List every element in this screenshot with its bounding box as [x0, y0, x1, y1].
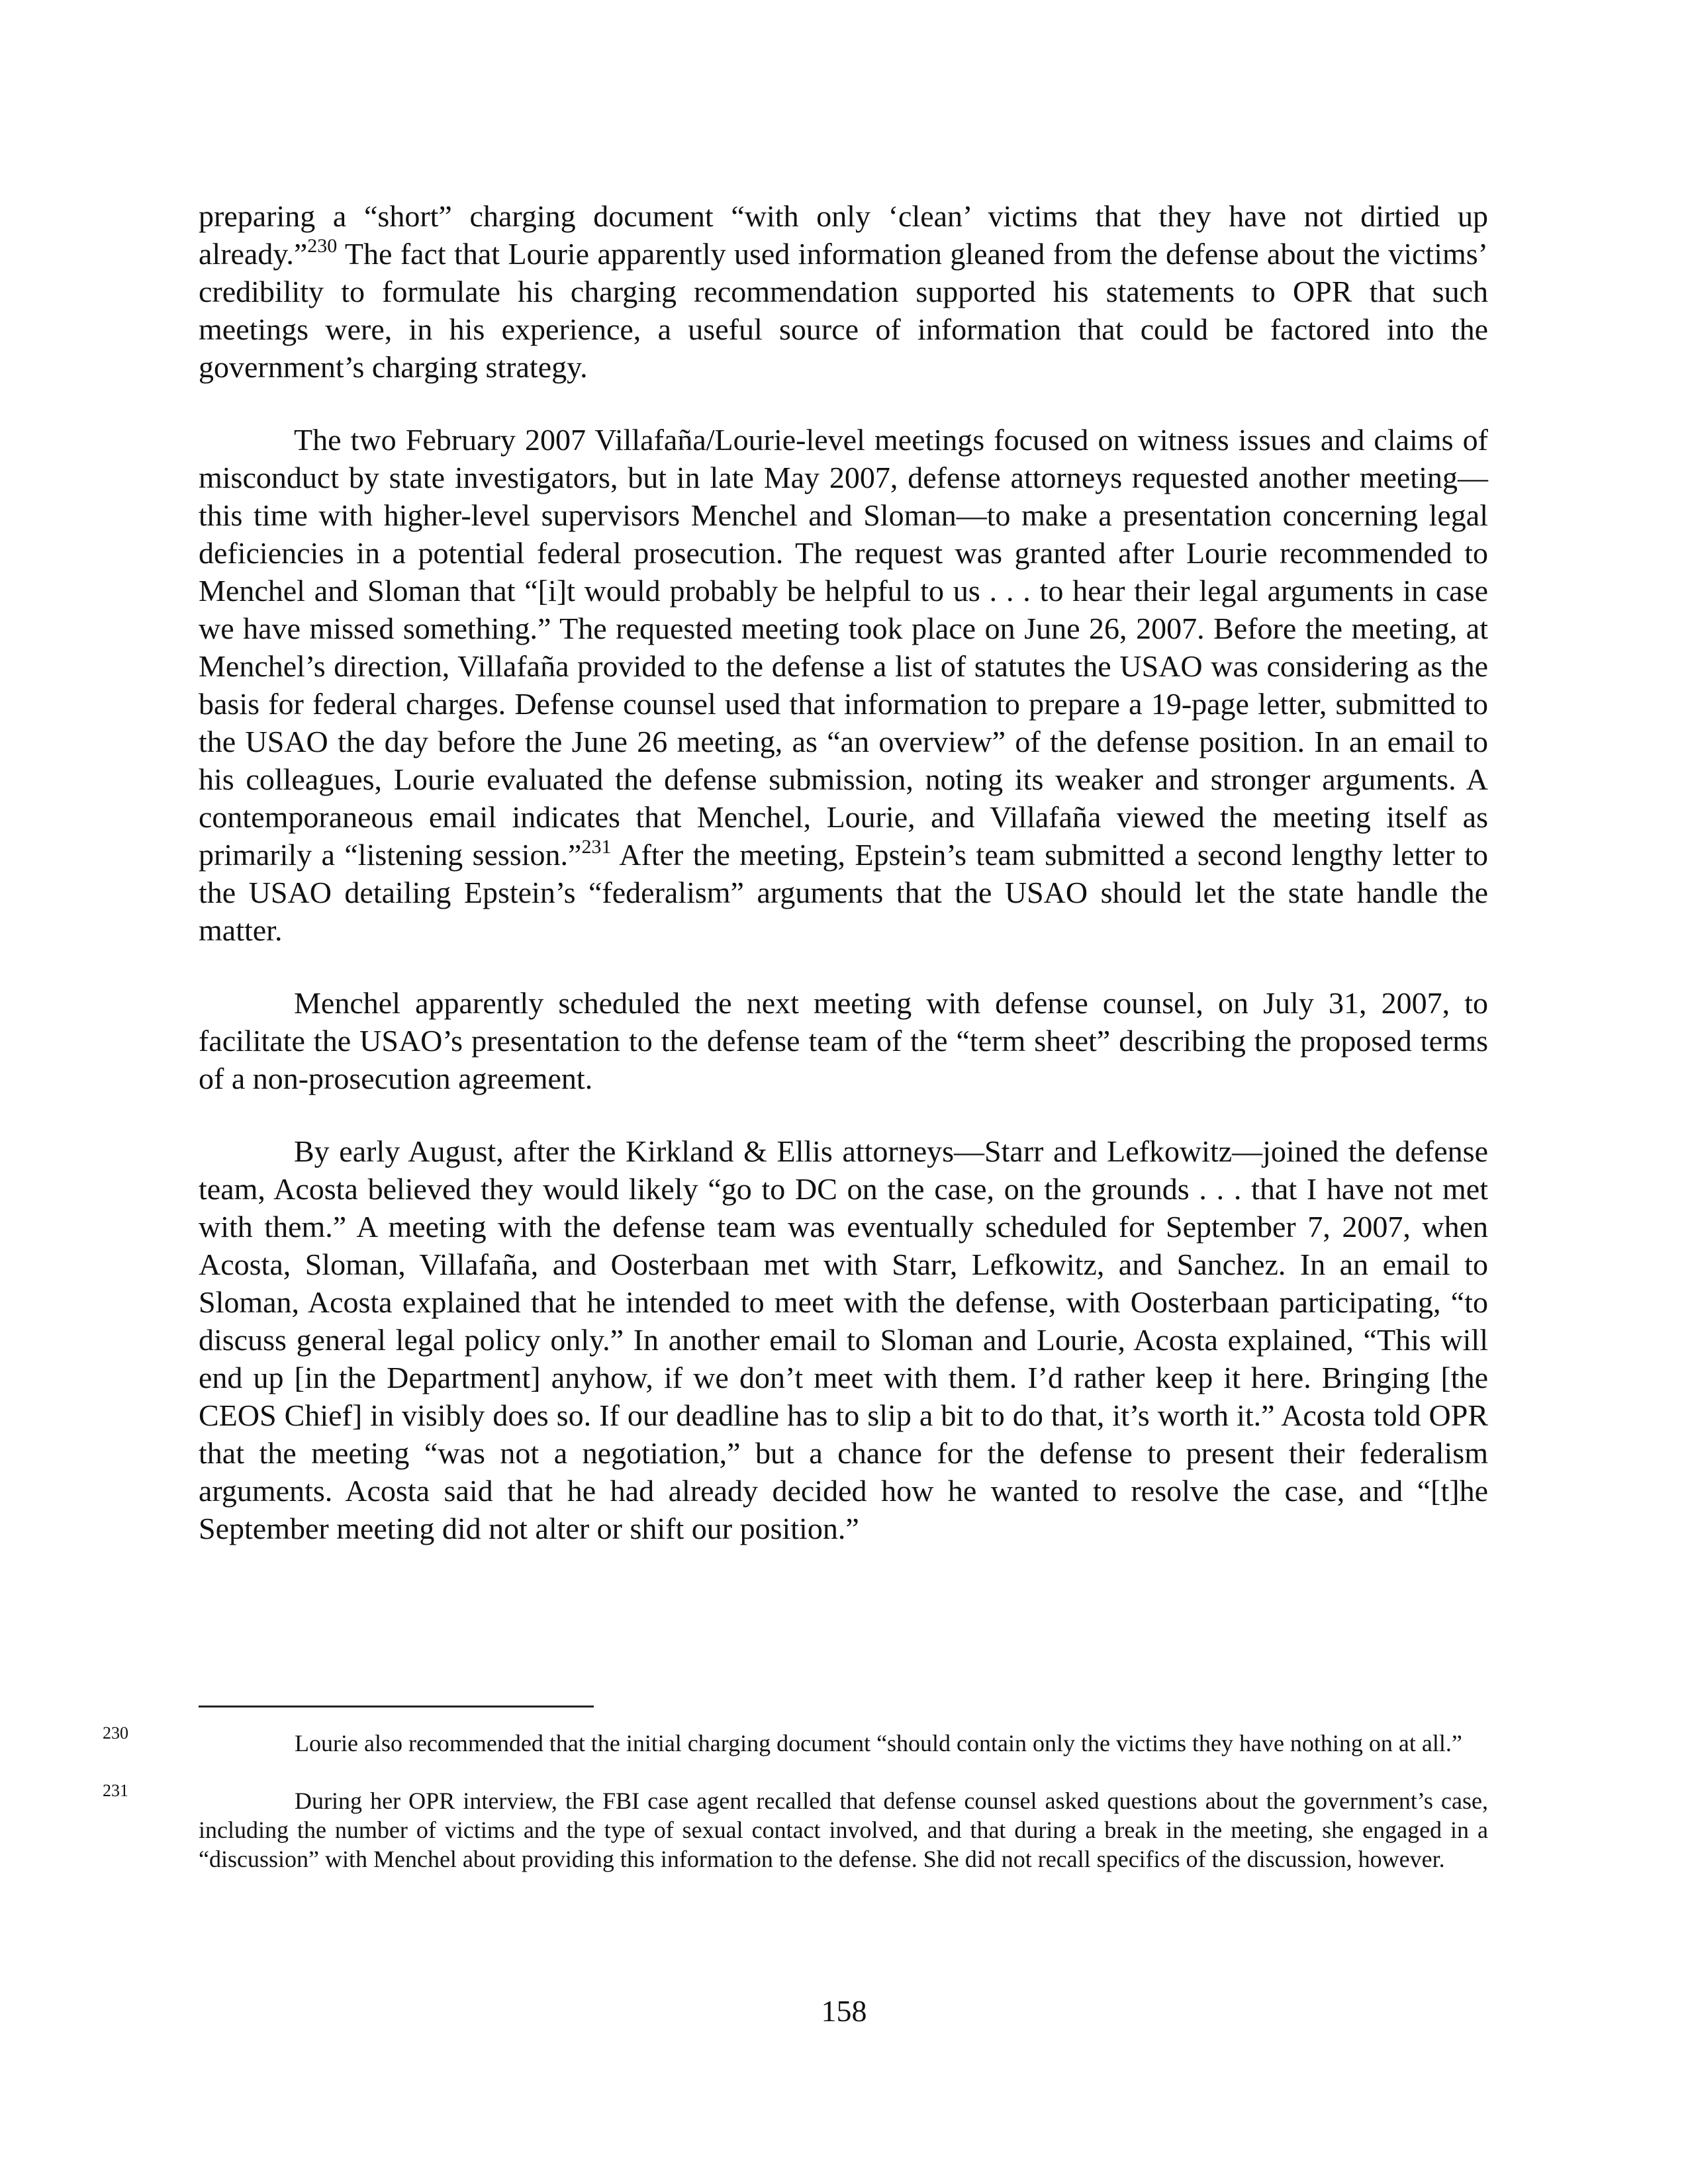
footnote-divider: [199, 1706, 594, 1707]
paragraph-2-text-before: The two February 2007 Villafaña/Lourie-level meetings focused on witness issues and claims of misconduct by state investigators, but in late May 2007, defense attorneys requested another meeting—this time with higher-level supervisors Menchel and Sloman—to make a presentation concerning legal deficiencies in a potential federal prosecution. The request was granted after Lourie recommended to Menchel and Sloman that “[i]t would probably be helpful to us . . . to hear their legal arguments in case we have missed something.” The requested meeting took place on June 26, 2007. Before the meeting, at Menchel’s direction, Villafaña provided to the defense a list of statutes the USAO was considering as the basis for federal charges. Defense counsel used that information to prepare a 19-page letter, submitted to the USAO the day before the June 26 meeting, as “an overview” of the defense position. In an email to his colleagues, Lourie evaluated the defense submission, noting its weaker and stronger arguments. A contemporaneous email indicates that Menchel, Lourie, and Villafaña viewed the meeting itself as primarily a “listening session.”: [199, 423, 1488, 872]
paragraph-3: Menchel apparently scheduled the next meeting with defense counsel, on July 31, 2007, to facilitate the USAO’s presentation to the defense team of the “term sheet” describing the proposed terms of a non-prosecution agreement.: [199, 986, 1488, 1095]
footnote-number: 231: [103, 1781, 128, 1800]
footnote-231: [103, 1781, 1488, 1874]
page-number: 158: [821, 1994, 867, 2028]
paragraph-2-text-after: After the meeting, Epstein’s team submitted a second lengthy letter to the USAO detailing Epstein’s “federalism” arguments that the USAO should let the state handle the matter.: [199, 838, 1488, 947]
footnote-text: Lourie also recommended that the initial charging document “should contain only the victims they have nothing on at all.”: [295, 1730, 1462, 1756]
footnote-reference-231: 231: [581, 836, 612, 858]
footnote-number: 230: [103, 1723, 128, 1743]
footnote-text: During her OPR interview, the FBI case agent recalled that defense counsel asked questions about the government’s case, including the number of victims and the type of sexual contact involved, and that during a break in the meeting, she engaged in a “discussion” with Menchel about providing this information to the defense. She did not recall specifics of the discussion, however.: [199, 1788, 1488, 1872]
body-text: [199, 197, 1488, 1582]
paragraph-1: [199, 197, 1488, 386]
paragraph-2: [199, 421, 1488, 949]
footnotes: [103, 1723, 1488, 1902]
paragraph-1-text-before: preparing a “short” charging document “with only ‘clean’ victims that they have not dirtied up already.”: [199, 199, 1488, 271]
footnote-reference-230: 230: [307, 235, 338, 257]
footnote-230: [103, 1723, 1488, 1758]
paragraph-4: By early August, after the Kirkland & Ellis attorneys—Starr and Lefkowitz—joined the defense team, Acosta believed they would likely “go to DC on the case, on the grounds . . . that I have not met with them.” A meeting with the defense team was eventually scheduled for September 7, 2007, when Acosta, Sloman, Villafaña, and Oosterbaan met with Starr, Lefkowitz, and Sanchez. In an email to Sloman, Acosta explained that he intended to meet with the defense, with Oosterbaan participating, “to discuss general legal policy only.” In another email to Sloman and Lourie, Acosta explained, “This will end up [in the Department] anyhow, if we don’t meet with them. I’d rather keep it here. Bringing [the CEOS Chief] in visibly does so. If our deadline has to slip a bit to do that, it’s worth it.” Acosta told OPR that the meeting “was not a negotiation,” but a chance for the defense to present their federalism arguments. Acosta said that he had already decided how he wanted to resolve the case, and “[t]he September meeting did not alter or shift our position.”: [199, 1134, 1488, 1545]
paragraph-1-text-after: The fact that Lourie apparently used information gleaned from the defense about the victims’ credibility to formulate his charging recommendation supported his statements to OPR that such meetings were, in his experience, a useful source of information that could be factored into the government’s charging strategy.: [199, 237, 1488, 384]
